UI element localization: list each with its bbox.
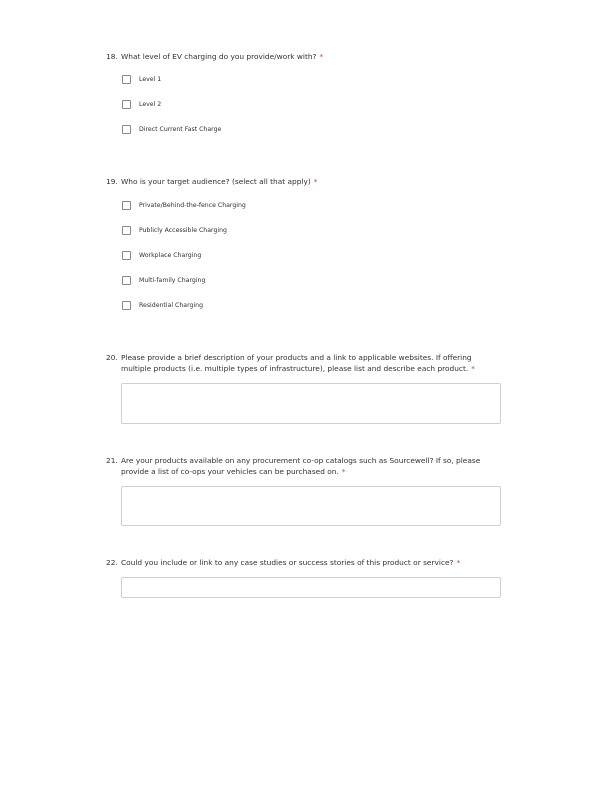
question-number: 19. [106, 177, 118, 186]
question-text: What level of EV charging do you provide/work with? [121, 52, 317, 61]
question-20-title [106, 352, 472, 363]
answer-field-20[interactable] [121, 383, 501, 424]
checkbox[interactable] [122, 226, 131, 235]
required-asterisk: * [341, 467, 346, 476]
option-multifamily-charging[interactable] [122, 275, 205, 286]
answer-field-22[interactable] [121, 577, 501, 598]
question-number: 20. [106, 353, 118, 362]
question-22-title [106, 557, 460, 568]
checkbox[interactable] [122, 100, 131, 109]
question-number: 18. [106, 52, 118, 61]
option-label: Workplace Charging [139, 252, 202, 259]
answer-field-21[interactable] [121, 486, 501, 526]
question-number: 22. [106, 558, 118, 567]
question-text: Who is your target audience? (select all that apply) [121, 177, 311, 186]
checkbox[interactable] [122, 276, 131, 285]
required-asterisk: * [319, 52, 324, 61]
option-public-charging[interactable] [122, 225, 227, 236]
question-19-title [106, 176, 317, 187]
question-20-title-line2 [121, 363, 475, 374]
option-label: Multi-family Charging [139, 277, 206, 284]
option-residential-charging[interactable] [122, 300, 203, 311]
option-label: Residential Charging [139, 302, 204, 309]
option-level-1[interactable] [122, 74, 161, 85]
question-18-title [106, 51, 323, 62]
option-label: Private/Behind-the-fence Charging [139, 202, 246, 209]
question-21-title [106, 455, 480, 466]
checkbox[interactable] [122, 75, 131, 84]
question-text-line1: Are your products available on any procurement co-op catalogs such as Sourcewell? If so, please [121, 456, 481, 465]
question-text: Could you include or link to any case studies or success stories of this product or service? [121, 558, 454, 567]
checkbox[interactable] [122, 301, 131, 310]
option-label: Level 1 [139, 76, 162, 83]
question-21-title-line2 [121, 466, 346, 477]
required-asterisk: * [471, 364, 475, 373]
question-text-line2: multiple products (i.e. multiple types of infrastructure), please list and describe each product. [121, 364, 469, 373]
option-workplace-charging[interactable] [122, 250, 201, 261]
option-private-charging[interactable] [122, 200, 246, 211]
checkbox[interactable] [122, 251, 131, 260]
question-number: 21. [106, 456, 118, 465]
option-label: Publicly Accessible Charging [139, 227, 227, 234]
option-label: Level 2 [139, 101, 162, 108]
checkbox[interactable] [122, 201, 131, 210]
option-level-2[interactable] [122, 99, 161, 110]
question-text-line1: Please provide a brief description of your products and a link to applicable websites. If offering [121, 353, 472, 362]
question-text-line2: provide a list of co-ops your vehicles can be purchased on. [121, 467, 339, 476]
required-asterisk: * [313, 177, 318, 186]
option-label: Direct Current Fast Charge [139, 126, 222, 133]
required-asterisk: * [456, 558, 461, 567]
option-dc-fast-charge[interactable] [122, 124, 221, 135]
checkbox[interactable] [122, 125, 131, 134]
